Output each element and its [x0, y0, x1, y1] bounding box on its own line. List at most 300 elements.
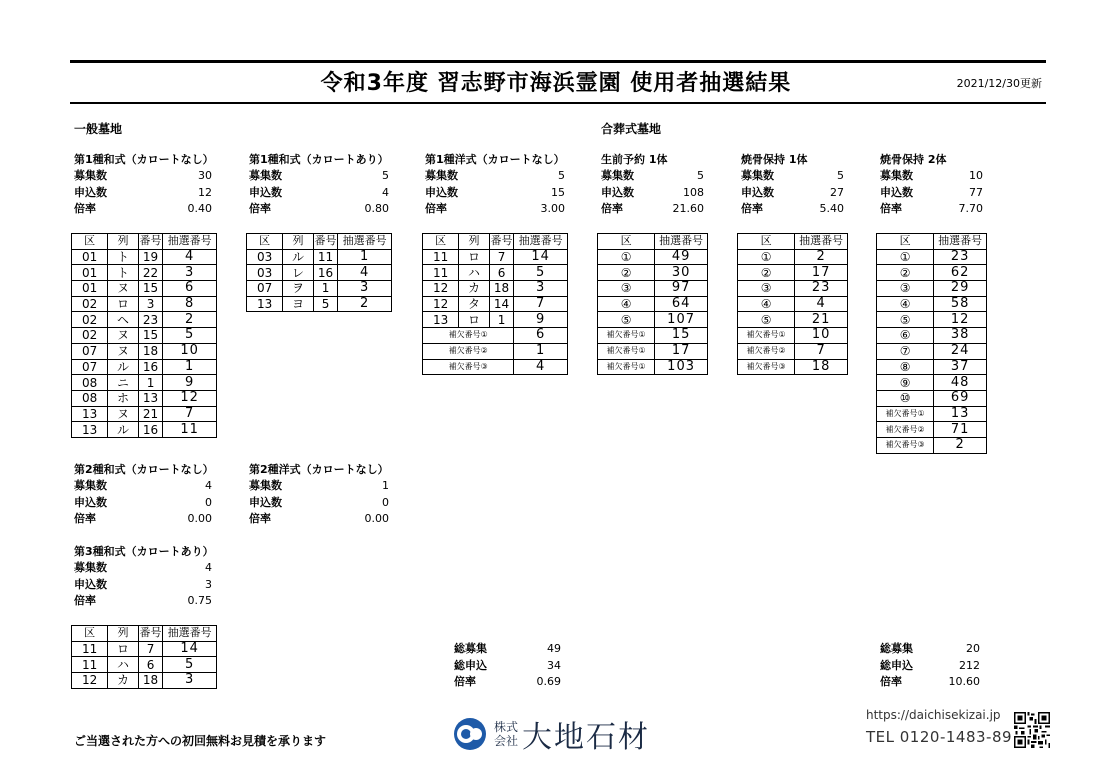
col-ku: 区: [72, 626, 108, 642]
table-header: [72, 234, 217, 250]
table-row: [877, 312, 987, 328]
cell-ku: 01: [72, 249, 108, 265]
table-row: [738, 281, 848, 297]
table-row: [877, 328, 987, 344]
table-row: [72, 265, 217, 281]
result-table-t3: [422, 233, 568, 375]
cell-bango: 7: [138, 641, 163, 657]
cell-hoketsu-value: 1: [514, 343, 568, 359]
cell-chusen: 12: [163, 390, 217, 406]
block-title: 第1種和式（カロートなし）: [74, 153, 214, 166]
table-row: [247, 265, 392, 281]
cell-retsu: ヲ: [283, 281, 313, 297]
cell-retsu: ハ: [459, 265, 489, 281]
bairitsu-label: 倍率: [74, 512, 96, 525]
col-chusen: 抽選番号: [514, 234, 568, 250]
cell-ku: 11: [423, 265, 459, 281]
moshikomi-label: 申込数: [74, 495, 107, 509]
moshikomi-value: 4: [382, 185, 389, 199]
result-table-t1: [71, 233, 217, 438]
cell-retsu: ニ: [108, 375, 138, 391]
cell-retsu: ロ: [108, 641, 138, 657]
table-header: [738, 234, 848, 250]
updated-date: 2021/12/30更新: [956, 77, 1042, 90]
cell-retsu: ヌ: [108, 406, 138, 422]
cell-chusen: 3: [338, 281, 392, 297]
table-row: [598, 312, 708, 328]
cell-bango: 22: [138, 265, 163, 281]
cell-hoketsu-value: 15: [655, 328, 708, 344]
table-sub-row: [598, 328, 708, 344]
moshikomi-value: 108: [683, 185, 704, 199]
cell-ku: 12: [72, 673, 108, 689]
block-title: 生前予約 1体: [601, 153, 668, 166]
total-moshikomi-label: 総申込: [454, 658, 487, 672]
stats-block-b2: [249, 152, 389, 218]
table-header: [247, 234, 392, 250]
cell-ku: 02: [72, 296, 108, 312]
cell-ku: 07: [72, 359, 108, 375]
cell-hoketsu-label: 補欠番号①: [877, 406, 934, 422]
cell-retsu: ロ: [459, 312, 489, 328]
table-row: [423, 265, 568, 281]
cell-bango: 14: [489, 296, 514, 312]
col-bango: 番号: [490, 234, 513, 248]
boshu-value: 4: [205, 561, 212, 574]
total-bairitsu-value: 0.69: [536, 675, 561, 688]
col-retsu: 列: [108, 626, 138, 642]
boshu-label: 募集数: [74, 479, 107, 492]
qr-code-icon: [1014, 712, 1050, 748]
total-boshu-value: 20: [966, 642, 980, 655]
cell-chusen: 3: [514, 281, 568, 297]
stats-block-b6: [74, 544, 212, 610]
col-ku: 区: [877, 234, 934, 250]
boshu-label: 募集数: [880, 169, 913, 182]
cell-hoketsu-label: 補欠番号③: [877, 437, 934, 453]
cell-ku: 01: [72, 265, 108, 281]
table-row: [598, 265, 708, 281]
col-retsu: 列: [459, 234, 489, 250]
cell-chusen: 12: [934, 312, 987, 328]
cell-bango: 18: [138, 673, 163, 689]
cell-hoketsu-value: 13: [934, 406, 987, 422]
moshikomi-label: 申込数: [880, 185, 913, 199]
bairitsu-value: 0.00: [364, 512, 389, 525]
cell-ku: 11: [423, 249, 459, 265]
cell-bango: 19: [138, 249, 163, 265]
cell-bango: 15: [138, 328, 163, 344]
table-row: [877, 265, 987, 281]
cell-ku: ④: [738, 296, 795, 312]
cell-ku: 12: [423, 296, 459, 312]
cell-chusen: 1: [338, 249, 392, 265]
cell-bango: 5: [313, 296, 338, 312]
col-chusen: 抽選番号: [163, 626, 217, 642]
table-row: [738, 312, 848, 328]
cell-ku: ⑤: [598, 312, 655, 328]
cell-chusen: 37: [934, 359, 987, 375]
cell-chusen: 2: [163, 312, 217, 328]
cell-retsu: ト: [108, 249, 138, 265]
total-boshu-label: 総募集: [880, 642, 913, 655]
cell-chusen: 9: [163, 375, 217, 391]
table-row: [598, 296, 708, 312]
block-title: 焼骨保持 2体: [880, 153, 947, 166]
cell-chusen: 1: [163, 359, 217, 375]
cell-chusen: 21: [795, 312, 848, 328]
cell-chusen: 48: [934, 375, 987, 391]
cell-ku: 13: [72, 406, 108, 422]
table-row: [72, 422, 217, 438]
table-row: [72, 359, 217, 375]
cell-bango: 7: [489, 249, 514, 265]
total-moshikomi-value: 212: [959, 658, 980, 672]
table-row: [247, 281, 392, 297]
stats-block-j3: [880, 152, 983, 218]
bairitsu-label: 倍率: [601, 202, 623, 215]
col-ku: 区: [738, 234, 795, 250]
cell-hoketsu-label: 補欠番号①: [598, 343, 655, 359]
moshikomi-label: 申込数: [74, 185, 107, 199]
cell-retsu: カ: [108, 673, 138, 689]
cell-bango: 1: [138, 375, 163, 391]
cell-ku: 03: [247, 265, 283, 281]
col-ku: 区: [598, 234, 655, 250]
cell-chusen: 14: [163, 641, 217, 657]
bairitsu-value: 5.40: [819, 202, 844, 215]
boshu-value: 5: [382, 169, 389, 182]
table-row: [72, 312, 217, 328]
block-title: 第1種洋式（カロートなし）: [425, 153, 565, 166]
cell-bango: 16: [313, 265, 338, 281]
cell-chusen: 7: [163, 406, 217, 422]
cell-chusen: 11: [163, 422, 217, 438]
bairitsu-label: 倍率: [249, 202, 271, 215]
cell-bango: 13: [138, 390, 163, 406]
cell-hoketsu-value: 4: [514, 359, 568, 375]
col-retsu: 列: [283, 234, 313, 250]
cell-bango: 23: [138, 312, 163, 328]
table-row: [247, 249, 392, 265]
block-title: 第2種洋式（カロートなし）: [249, 463, 389, 476]
cell-retsu: レ: [283, 265, 313, 281]
cell-chusen: 23: [934, 249, 987, 265]
cell-ku: 01: [72, 281, 108, 297]
boshu-label: 募集数: [74, 169, 107, 182]
moshikomi-value: 15: [551, 185, 565, 199]
moshikomi-value: 0: [205, 495, 212, 509]
moshikomi-label: 申込数: [249, 185, 282, 199]
cell-chusen: 97: [655, 281, 708, 297]
moshikomi-label: 申込数: [425, 185, 458, 199]
table-row: [738, 249, 848, 265]
cell-hoketsu-label: 補欠番号③: [423, 359, 514, 375]
cell-bango: 18: [138, 343, 163, 359]
result-table-tj2: [737, 233, 848, 375]
table-sub-row: [423, 328, 568, 344]
boshu-value: 10: [969, 169, 983, 182]
stats-block-j2: [741, 152, 844, 218]
cell-chusen: 3: [163, 265, 217, 281]
cell-retsu: ト: [108, 265, 138, 281]
table-row: [72, 406, 217, 422]
cell-hoketsu-label: 補欠番号②: [738, 343, 795, 359]
table-row: [877, 375, 987, 391]
totals-joint: [880, 641, 980, 691]
cell-retsu: ホ: [108, 390, 138, 406]
table-row: [877, 390, 987, 406]
header-bottom-rule: [70, 102, 1046, 104]
table-row: [247, 296, 392, 312]
moshikomi-value: 3: [205, 577, 212, 591]
boshu-value: 5: [697, 169, 704, 182]
boshu-value: 5: [558, 169, 565, 182]
bairitsu-value: 0.75: [187, 594, 212, 607]
cell-ku: 12: [423, 281, 459, 297]
table-row: [423, 281, 568, 297]
col-retsu: 列: [108, 234, 138, 250]
bairitsu-value: 3.00: [540, 202, 565, 215]
cell-hoketsu-label: 補欠番号①: [738, 328, 795, 344]
cell-retsu: ヘ: [108, 312, 138, 328]
table-row: [877, 359, 987, 375]
table-row: [72, 328, 217, 344]
cell-hoketsu-value: 10: [795, 328, 848, 344]
cell-chusen: 4: [338, 265, 392, 281]
cell-chusen: 30: [655, 265, 708, 281]
cell-chusen: 64: [655, 296, 708, 312]
cell-retsu: ヨ: [283, 296, 313, 312]
cell-chusen: 6: [163, 281, 217, 297]
block-title: 第2種和式（カロートなし）: [74, 463, 214, 476]
cell-retsu: ヌ: [108, 328, 138, 344]
bairitsu-label: 倍率: [249, 512, 271, 525]
cell-ku: ②: [598, 265, 655, 281]
table-header: [72, 626, 217, 642]
table-sub-row: [738, 359, 848, 375]
company-type: [494, 720, 518, 748]
company-url[interactable]: https://daichisekizai.jp: [866, 708, 1001, 722]
cell-hoketsu-value: 2: [934, 437, 987, 453]
cell-ku: ⑥: [877, 328, 934, 344]
table-row: [423, 296, 568, 312]
cell-ku: ⑤: [738, 312, 795, 328]
stats-block-b5: [249, 462, 389, 528]
cell-chusen: 17: [795, 265, 848, 281]
cell-ku: ③: [598, 281, 655, 297]
table-header: [423, 234, 568, 250]
table-row: [738, 296, 848, 312]
cell-chusen: 3: [163, 673, 217, 689]
cell-bango: 16: [138, 422, 163, 438]
col-chusen: 抽選番号: [934, 234, 987, 250]
cell-ku: ⑧: [877, 359, 934, 375]
col-ku: 区: [423, 234, 459, 250]
table-row: [72, 281, 217, 297]
cell-chusen: 14: [514, 249, 568, 265]
cell-ku: ②: [877, 265, 934, 281]
cell-bango: 3: [138, 296, 163, 312]
table-sub-row: [598, 359, 708, 375]
bairitsu-value: 0.80: [364, 202, 389, 215]
table-row: [877, 281, 987, 297]
section-joint: 合葬式墓地: [601, 122, 662, 136]
moshikomi-value: 0: [382, 495, 389, 509]
company-mark-icon: [452, 716, 488, 752]
boshu-value: 1: [382, 479, 389, 492]
table-sub-row: [738, 328, 848, 344]
col-chusen: 抽選番号: [655, 234, 708, 250]
col-bango: 番号: [314, 234, 337, 248]
cell-hoketsu-value: 71: [934, 422, 987, 438]
moshikomi-label: 申込数: [249, 495, 282, 509]
boshu-label: 募集数: [74, 561, 107, 574]
bairitsu-label: 倍率: [74, 202, 96, 215]
table-row: [598, 281, 708, 297]
bairitsu-value: 0.00: [187, 512, 212, 525]
cell-ku: ⑤: [877, 312, 934, 328]
result-table-tj1: [597, 233, 708, 375]
col-ku: 区: [72, 234, 108, 250]
cell-ku: ①: [738, 249, 795, 265]
col-chusen: 抽選番号: [795, 234, 848, 250]
cell-hoketsu-label: 補欠番号①: [598, 328, 655, 344]
cell-hoketsu-value: 18: [795, 359, 848, 375]
cell-ku: ①: [877, 249, 934, 265]
cell-chusen: 7: [514, 296, 568, 312]
cell-ku: 11: [72, 657, 108, 673]
table-row: [72, 641, 217, 657]
cell-chusen: 2: [795, 249, 848, 265]
cell-chusen: 8: [163, 296, 217, 312]
cell-ku: 07: [247, 281, 283, 297]
cell-hoketsu-value: 103: [655, 359, 708, 375]
total-bairitsu-value: 10.60: [948, 675, 980, 688]
cell-bango: 1: [489, 312, 514, 328]
total-boshu-label: 総募集: [454, 642, 487, 655]
cell-ku: ③: [877, 281, 934, 297]
moshikomi-label: 申込数: [74, 577, 107, 591]
cell-retsu: ハ: [108, 657, 138, 673]
cell-hoketsu-label: 補欠番号①: [598, 359, 655, 375]
total-bairitsu-label: 倍率: [880, 675, 902, 688]
table-row: [423, 249, 568, 265]
total-bairitsu-label: 倍率: [454, 675, 476, 688]
cell-ku: ③: [738, 281, 795, 297]
table-row: [72, 657, 217, 673]
moshikomi-value: 77: [969, 185, 983, 199]
contact-info: [866, 708, 1012, 746]
company-logo: [452, 712, 650, 756]
table-row: [72, 375, 217, 391]
company-name: 大地石材: [522, 720, 651, 755]
cell-chusen: 4: [795, 296, 848, 312]
result-table-t2: [246, 233, 392, 312]
boshu-value: 30: [198, 169, 212, 182]
cell-hoketsu-value: 17: [655, 343, 708, 359]
table-row: [877, 249, 987, 265]
cell-hoketsu-value: 7: [795, 343, 848, 359]
table-row: [72, 390, 217, 406]
header-top-rule: [70, 60, 1046, 63]
cell-retsu: ル: [283, 249, 313, 265]
cell-chusen: 29: [934, 281, 987, 297]
cell-ku: 07: [72, 343, 108, 359]
cell-chusen: 23: [795, 281, 848, 297]
moshikomi-label: 申込数: [601, 185, 634, 199]
col-bango: 番号: [139, 234, 162, 248]
cell-ku: 03: [247, 249, 283, 265]
cell-hoketsu-label: 補欠番号①: [423, 328, 514, 344]
cell-chusen: 4: [163, 249, 217, 265]
table-row: [598, 249, 708, 265]
cell-retsu: ル: [108, 359, 138, 375]
cell-ku: 08: [72, 390, 108, 406]
bairitsu-value: 7.70: [958, 202, 983, 215]
table-sub-row: [423, 343, 568, 359]
bairitsu-label: 倍率: [880, 202, 902, 215]
table-sub-row: [877, 406, 987, 422]
boshu-value: 4: [205, 479, 212, 492]
cell-ku: ①: [598, 249, 655, 265]
table-row: [877, 343, 987, 359]
block-title: 第1種和式（カロートあり）: [249, 153, 389, 166]
cell-retsu: カ: [459, 281, 489, 297]
cell-retsu: ロ: [108, 296, 138, 312]
cell-bango: 6: [138, 657, 163, 673]
bairitsu-label: 倍率: [741, 202, 763, 215]
cell-chusen: 5: [514, 265, 568, 281]
cell-hoketsu-label: 補欠番号②: [877, 422, 934, 438]
cell-chusen: 9: [514, 312, 568, 328]
cell-retsu: ル: [108, 422, 138, 438]
boshu-label: 募集数: [741, 169, 774, 182]
cell-chusen: 5: [163, 328, 217, 344]
table-row: [877, 296, 987, 312]
cell-ku: 13: [423, 312, 459, 328]
cell-ku: 11: [72, 641, 108, 657]
moshikomi-value: 12: [198, 185, 212, 199]
stats-block-b1: [74, 152, 212, 218]
total-moshikomi-label: 総申込: [880, 658, 913, 672]
cell-chusen: 62: [934, 265, 987, 281]
boshu-label: 募集数: [425, 169, 458, 182]
section-general: 一般墓地: [74, 122, 123, 136]
cell-bango: 15: [138, 281, 163, 297]
moshikomi-label: 申込数: [741, 185, 774, 199]
cell-retsu: ヌ: [108, 281, 138, 297]
totals-general: [454, 641, 561, 691]
cell-ku: ④: [877, 296, 934, 312]
bairitsu-label: 倍率: [425, 202, 447, 215]
footer-note: ご当選された方への初回無料お見積を承ります: [74, 734, 327, 748]
cell-ku: 08: [72, 375, 108, 391]
boshu-label: 募集数: [601, 169, 634, 182]
col-bango: 番号: [139, 626, 162, 640]
cell-retsu: タ: [459, 296, 489, 312]
cell-ku: 13: [247, 296, 283, 312]
stats-block-j1: [601, 152, 704, 218]
cell-bango: 6: [489, 265, 514, 281]
cell-retsu: ヌ: [108, 343, 138, 359]
cell-bango: 16: [138, 359, 163, 375]
col-chusen: 抽選番号: [338, 234, 392, 250]
block-title: 焼骨保持 1体: [741, 153, 808, 166]
cell-hoketsu-label: 補欠番号②: [423, 343, 514, 359]
table-row: [72, 673, 217, 689]
cell-ku: ④: [598, 296, 655, 312]
